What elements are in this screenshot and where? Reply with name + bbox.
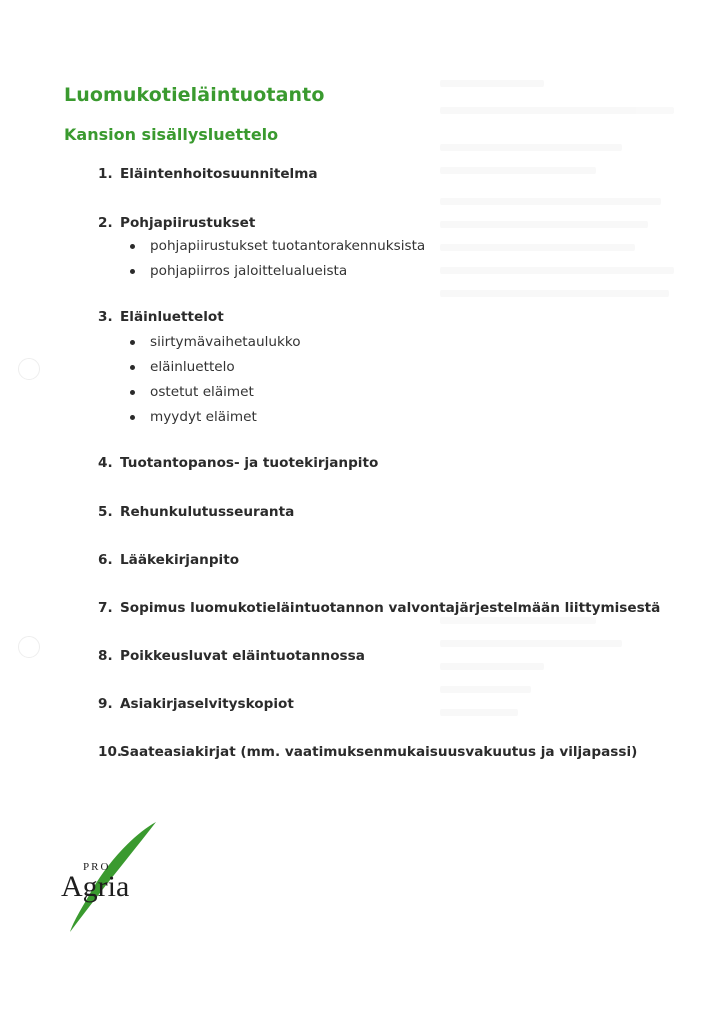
toc-item-7 xyxy=(98,598,698,618)
punch-hole-mark xyxy=(18,358,40,380)
toc-number: 9. xyxy=(98,696,113,712)
bullet-icon xyxy=(130,390,135,395)
logo-pro-text: PRO xyxy=(83,861,111,873)
toc-number: 7. xyxy=(98,600,113,616)
bullet-icon xyxy=(130,415,135,420)
toc-item-2 xyxy=(98,213,698,284)
toc-title: Asiakirjaselvityskopiot xyxy=(120,696,294,712)
bullet-icon xyxy=(130,269,135,274)
toc-number: 10. xyxy=(98,744,123,760)
toc-title: Poikkeusluvat eläintuotannossa xyxy=(120,648,365,664)
proagria-logo xyxy=(56,820,166,940)
toc-title: Pohjapiirustukset xyxy=(120,215,256,231)
toc-number: 2. xyxy=(98,215,113,231)
document-subtitle: Kansion sisällysluettelo xyxy=(64,125,279,144)
toc-title: Eläinluettelot xyxy=(120,309,224,325)
bullet-icon xyxy=(130,244,135,249)
toc-subitem: myydyt eläimet xyxy=(128,405,698,430)
toc-title: Rehunkulutusseuranta xyxy=(120,504,295,520)
toc-item-5 xyxy=(98,502,698,522)
toc-item-3 xyxy=(98,307,698,430)
toc-sublist xyxy=(98,234,698,284)
toc-subitem: pohjapiirustukset tuotantorakennuksista xyxy=(128,234,698,259)
toc-number: 8. xyxy=(98,648,113,664)
toc-number: 3. xyxy=(98,309,113,325)
toc-number: 5. xyxy=(98,504,113,520)
toc-subitem: siirtymävaihetaulukko xyxy=(128,330,698,355)
bullet-icon xyxy=(130,365,135,370)
toc-title: Saateasiakirjat (mm. vaatimuksenmukaisuusvakuutus ja viljapassi) xyxy=(120,744,638,760)
logo-agria-text: Agria xyxy=(61,870,130,903)
punch-hole-mark xyxy=(18,636,40,658)
toc-title: Eläintenhoitosuunnitelma xyxy=(120,166,318,182)
bullet-icon xyxy=(130,340,135,345)
table-of-contents xyxy=(98,164,698,762)
toc-sublist xyxy=(98,330,698,430)
toc-item-8 xyxy=(98,646,698,666)
toc-title: Lääkekirjanpito xyxy=(120,552,240,568)
document-title: Luomukotieläintuotanto xyxy=(64,84,325,106)
toc-item-4 xyxy=(98,453,698,473)
toc-item-9 xyxy=(98,694,698,714)
toc-title: Sopimus luomukotieläintuotannon valvontajärjestelmään liittymisestä xyxy=(120,600,661,616)
toc-subitem: pohjapiirros jaloittelualueista xyxy=(128,259,698,284)
toc-number: 6. xyxy=(98,552,113,568)
toc-subitem: ostetut eläimet xyxy=(128,380,698,405)
toc-number: 1. xyxy=(98,166,113,182)
toc-item-1 xyxy=(98,164,698,184)
toc-item-6 xyxy=(98,550,698,570)
toc-item-10 xyxy=(98,742,698,762)
toc-subitem: eläinluettelo xyxy=(128,355,698,380)
toc-title: Tuotantopanos- ja tuotekirjanpito xyxy=(120,455,379,471)
toc-number: 4. xyxy=(98,455,113,471)
